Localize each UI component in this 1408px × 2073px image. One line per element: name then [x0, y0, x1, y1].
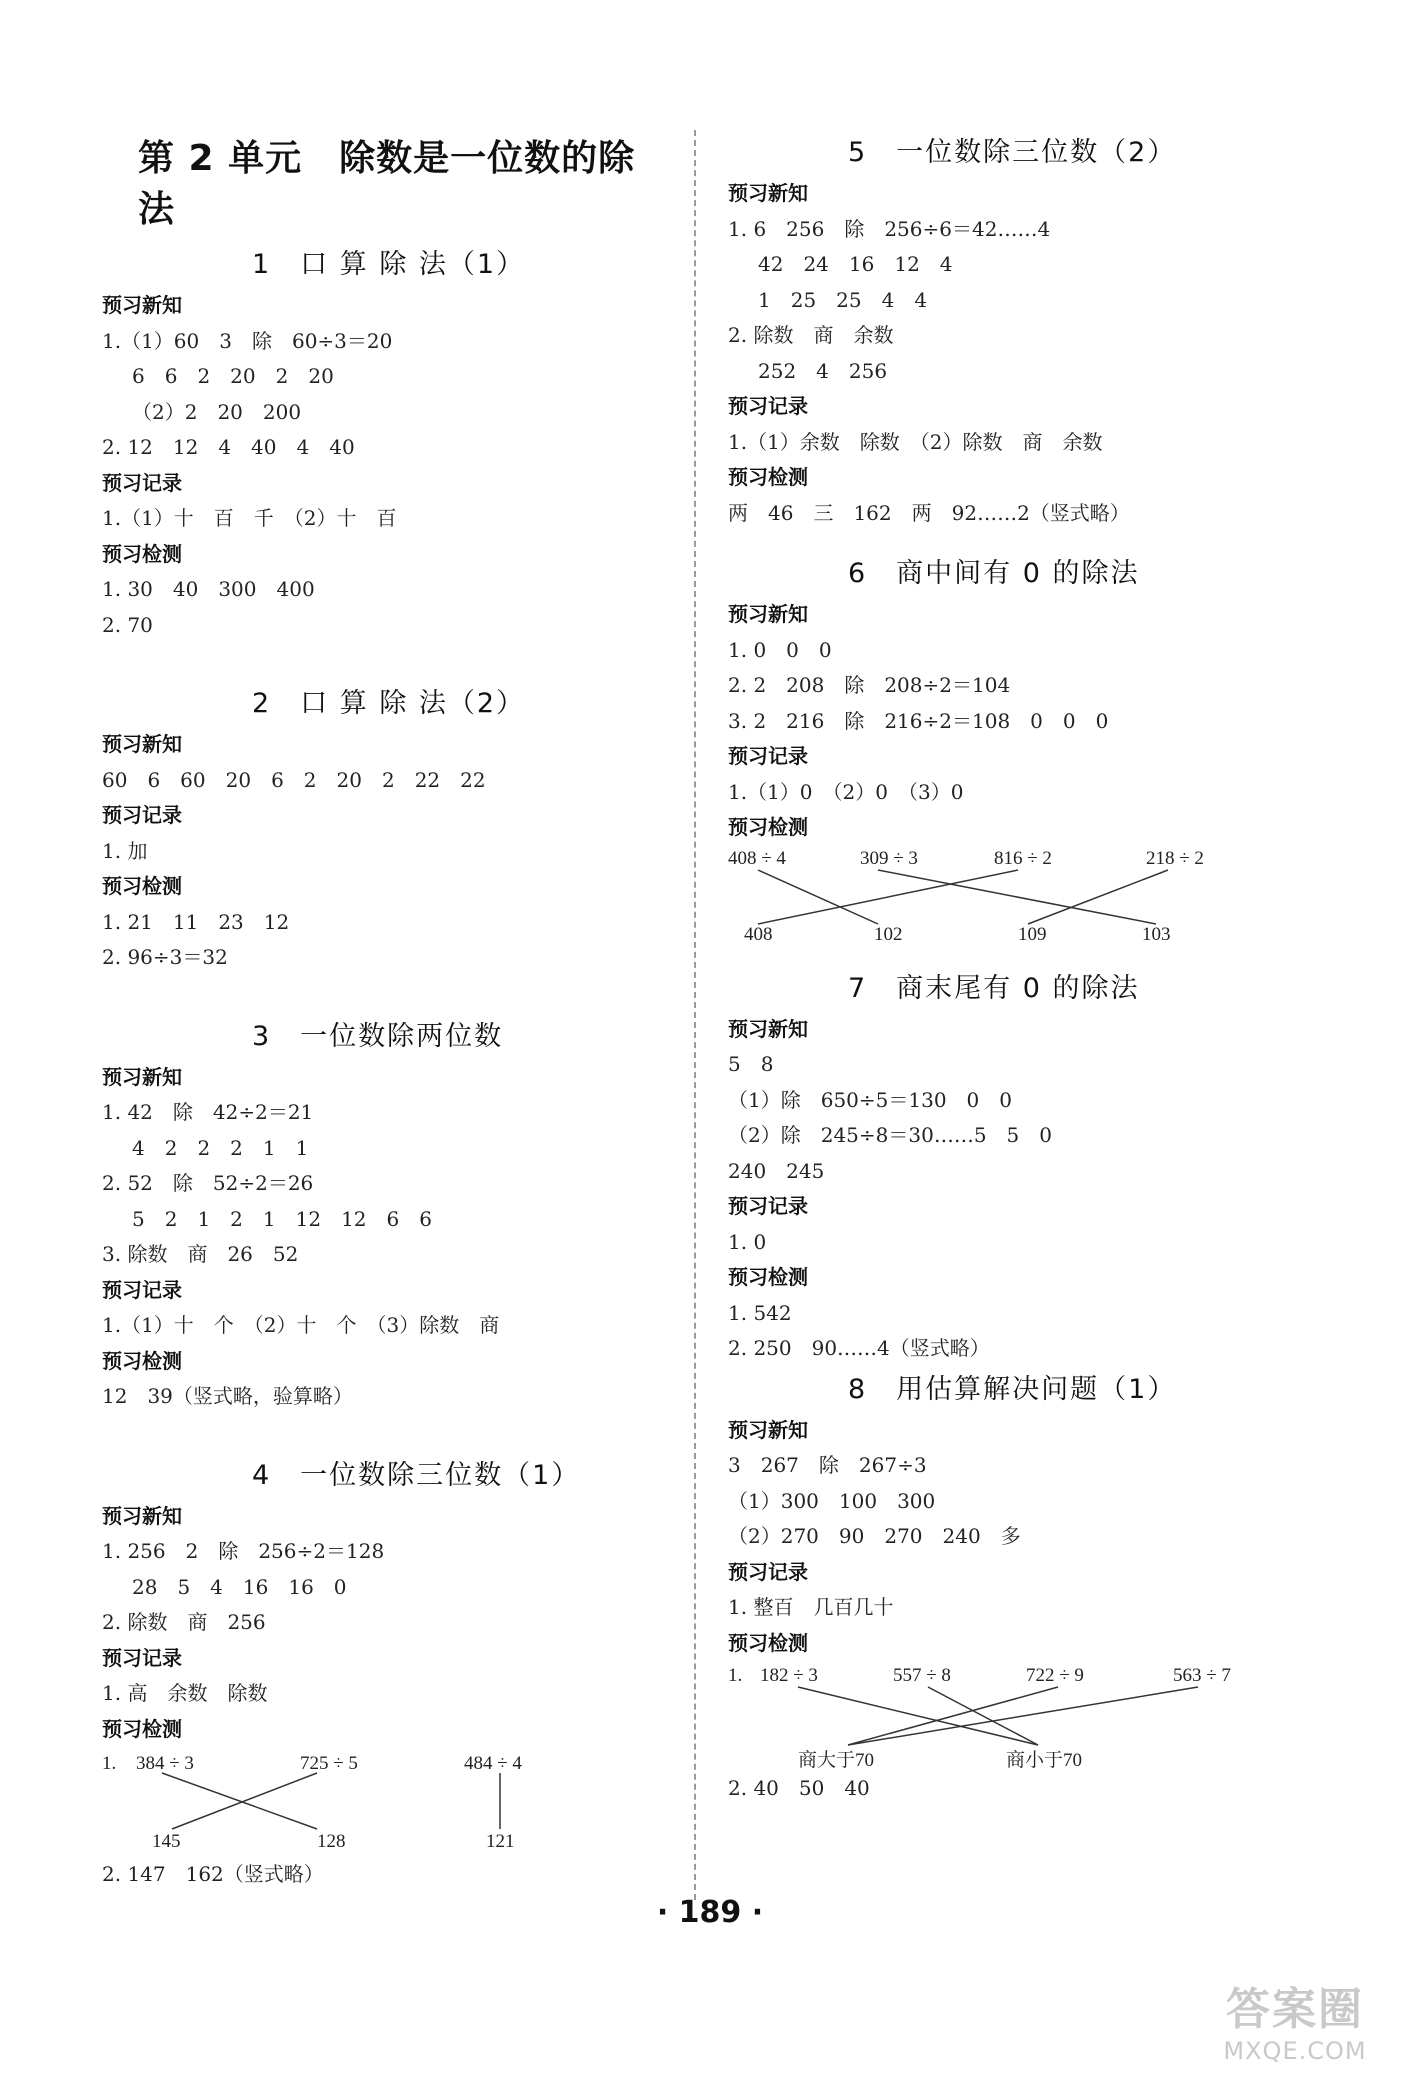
preview-record-label: 预习记录: [102, 470, 182, 495]
answer-line: 1 25 25 4 4: [758, 287, 928, 312]
match-line: [758, 870, 1018, 924]
section-7-title: 7 商末尾有 0 的除法: [848, 972, 1140, 1004]
section-3-title: 3 一位数除两位数: [252, 1020, 504, 1052]
preview-test-label: 预习检测: [102, 1716, 182, 1741]
answer-line: 1.（1）十 百 千 （2）十 百: [102, 506, 397, 530]
answer-line: 1.（1）余数 除数 （2）除数 商 余数: [728, 429, 1103, 454]
answer-line: 1. 542: [728, 1300, 792, 1325]
answer-line: 1. 加: [102, 838, 148, 863]
answer-line: （2）除 245÷8＝30……5 5 0: [728, 1123, 1053, 1147]
answer-line: 42 24 16 12 4: [758, 252, 953, 276]
preview-test-label: 预习检测: [728, 1630, 808, 1655]
preview-test-label: 预习检测: [728, 1265, 808, 1289]
answer-line: 1.（1）十 个 （2）十 个 （3）除数 商: [102, 1313, 500, 1337]
column-divider: [694, 130, 696, 1900]
answer-line: 2. 147 162（竖式略）: [102, 1862, 324, 1886]
preview-new-knowledge-label: 预习新知: [102, 1503, 182, 1528]
result-label: 102: [874, 923, 903, 945]
answer-line: 3. 2 216 除 216÷2＝108 0 0 0: [728, 708, 1109, 733]
answer-line: 1. 0: [728, 1229, 767, 1254]
result-label: 128: [317, 1831, 346, 1852]
diagram-item-label: 1.: [728, 1665, 743, 1686]
answer-line: 2. 除数 商 256: [102, 1610, 266, 1634]
answer-line: 1. 6 256 除 256÷6＝42……4: [728, 216, 1051, 241]
answer-line: 1. 21 11 23 12: [102, 909, 290, 934]
preview-new-knowledge-label: 预习新知: [102, 293, 182, 317]
result-label: 121: [486, 1831, 515, 1852]
result-label: 103: [1142, 923, 1171, 945]
watermark-url: MXQE.COM: [1223, 2037, 1367, 2065]
section-6-title: 6 商中间有 0 的除法: [848, 558, 1140, 589]
answer-line: 5 2 1 2 1 12 12 6 6: [132, 1206, 432, 1231]
answer-line: 5 8: [728, 1052, 774, 1076]
answer-line: 28 5 4 16 16 0: [132, 1574, 347, 1599]
answer-line: 1. 整百 几百几十: [728, 1595, 894, 1619]
match-line: [1028, 870, 1168, 924]
expression-label: 309 ÷ 3: [860, 847, 918, 869]
answer-line: 6 6 2 20 2 20: [132, 364, 334, 388]
answer-line: 1. 0 0 0: [728, 637, 832, 662]
expression-label: 384 ÷ 3: [136, 1753, 194, 1774]
section-2-title: 2 口 算 除 法（2）: [252, 688, 526, 719]
answer-line: 1. 30 40 300 400: [102, 577, 315, 601]
preview-record-label: 预习记录: [728, 744, 808, 768]
page-number: · 189 ·: [656, 1895, 764, 1930]
answer-line: （1）300 100 300: [728, 1488, 936, 1513]
answer-line: 4 2 2 2 1 1: [132, 1135, 309, 1160]
answer-line: 2. 52 除 52÷2＝26: [102, 1171, 314, 1195]
unit-title: 第 2 单元 除数是一位数的除法: [138, 138, 636, 230]
answer-line: 1.（1）60 3 除 60÷3＝20: [102, 328, 393, 353]
preview-record-label: 预习记录: [102, 803, 182, 827]
preview-test-label: 预习检测: [102, 541, 182, 566]
result-label: 145: [152, 1831, 181, 1852]
right-column: [728, 130, 1328, 1807]
preview-record-label: 预习记录: [102, 1645, 182, 1670]
preview-new-knowledge-label: 预习新知: [102, 1064, 182, 1089]
answer-line: 2. 250 90……4（竖式略）: [728, 1336, 990, 1360]
result-label: 商大于70: [798, 1750, 875, 1771]
preview-new-knowledge-label: 预习新知: [102, 732, 182, 756]
preview-record-label: 预习记录: [728, 1194, 808, 1218]
preview-new-knowledge-label: 预习新知: [728, 602, 808, 626]
preview-record-label: 预习记录: [728, 1559, 808, 1584]
matching-diagram-s4: [102, 1747, 662, 1857]
preview-test-label: 预习检测: [102, 1348, 182, 1373]
preview-test-label: 预习检测: [102, 874, 182, 898]
preview-new-knowledge-label: 预习新知: [728, 181, 808, 205]
answer-line: 2. 96÷3＝32: [102, 945, 228, 969]
expression-label: 408 ÷ 4: [728, 847, 786, 869]
expression-label: 557 ÷ 8: [893, 1665, 951, 1686]
answer-line: 1. 高 余数 除数: [102, 1681, 268, 1705]
section-5-title: 5 一位数除三位数（2）: [848, 137, 1177, 168]
section-4-title: 4 一位数除三位数（1）: [252, 1459, 581, 1491]
match-line: [878, 870, 1156, 924]
match-line: [798, 1687, 1038, 1745]
answer-line: 3. 除数 商 26 52: [102, 1242, 299, 1266]
preview-test-label: 预习检测: [728, 465, 808, 489]
expression-label: 725 ÷ 5: [300, 1753, 358, 1774]
answer-line: 2. 12 12 4 40 4 40: [102, 435, 355, 459]
expression-label: 722 ÷ 9: [1026, 1665, 1084, 1686]
answer-line: 240 245: [728, 1158, 825, 1183]
answer-line: 252 4 256: [758, 358, 888, 383]
result-label: 408: [744, 923, 773, 945]
answer-line: 2. 40 50 40: [728, 1776, 870, 1800]
answer-line: 12 39（竖式略，验算略）: [102, 1384, 353, 1408]
expression-label: 816 ÷ 2: [994, 847, 1052, 869]
result-label: 商小于70: [1006, 1750, 1083, 1771]
section-1-title: 1 口 算 除 法（1）: [252, 249, 526, 280]
diagram-item-label: 1.: [102, 1753, 117, 1774]
expression-label: 563 ÷ 7: [1173, 1665, 1231, 1686]
left-column: [102, 130, 662, 1893]
preview-new-knowledge-label: 预习新知: [728, 1417, 808, 1442]
watermark-text: 答案圈: [1226, 1984, 1364, 2035]
expression-label: 484 ÷ 4: [464, 1753, 522, 1774]
result-label: 109: [1018, 923, 1047, 945]
preview-record-label: 预习记录: [102, 1277, 182, 1302]
preview-new-knowledge-label: 预习新知: [728, 1016, 808, 1041]
answer-line: 60 6 60 20 6 2 20 2 22 22: [102, 767, 486, 792]
preview-test-label: 预习检测: [728, 815, 808, 839]
answer-line: 3 267 除 267÷3: [728, 1453, 927, 1477]
answer-line: （1）除 650÷5＝130 0 0: [728, 1087, 1013, 1112]
expression-label: 182 ÷ 3: [760, 1665, 818, 1686]
match-line: [758, 870, 878, 924]
preview-record-label: 预习记录: [728, 394, 808, 418]
answer-line: 1. 42 除 42÷2＝21: [102, 1100, 314, 1124]
answer-line: 1. 256 2 除 256÷2＝128: [102, 1539, 385, 1563]
answer-line: 2. 70: [102, 612, 153, 637]
watermark-logo: [1210, 1973, 1380, 2065]
answer-line: 2. 除数 商 余数: [728, 323, 894, 347]
matching-diagram-s6: [728, 846, 1328, 946]
section-8-title: 8 用估算解决问题（1）: [848, 1373, 1177, 1405]
matching-diagram-s8: [728, 1661, 1328, 1771]
answer-line: 两 46 三 162 两 92……2（竖式略）: [728, 500, 1130, 525]
answer-line: 2. 2 208 除 208÷2＝104: [728, 673, 1011, 697]
answer-line: 1.（1）0 （2）0 （3）0: [728, 779, 964, 804]
answer-line: （2）270 90 270 240 多: [728, 1524, 1021, 1548]
answer-line: （2）2 20 200: [132, 399, 302, 424]
expression-label: 218 ÷ 2: [1146, 847, 1204, 869]
